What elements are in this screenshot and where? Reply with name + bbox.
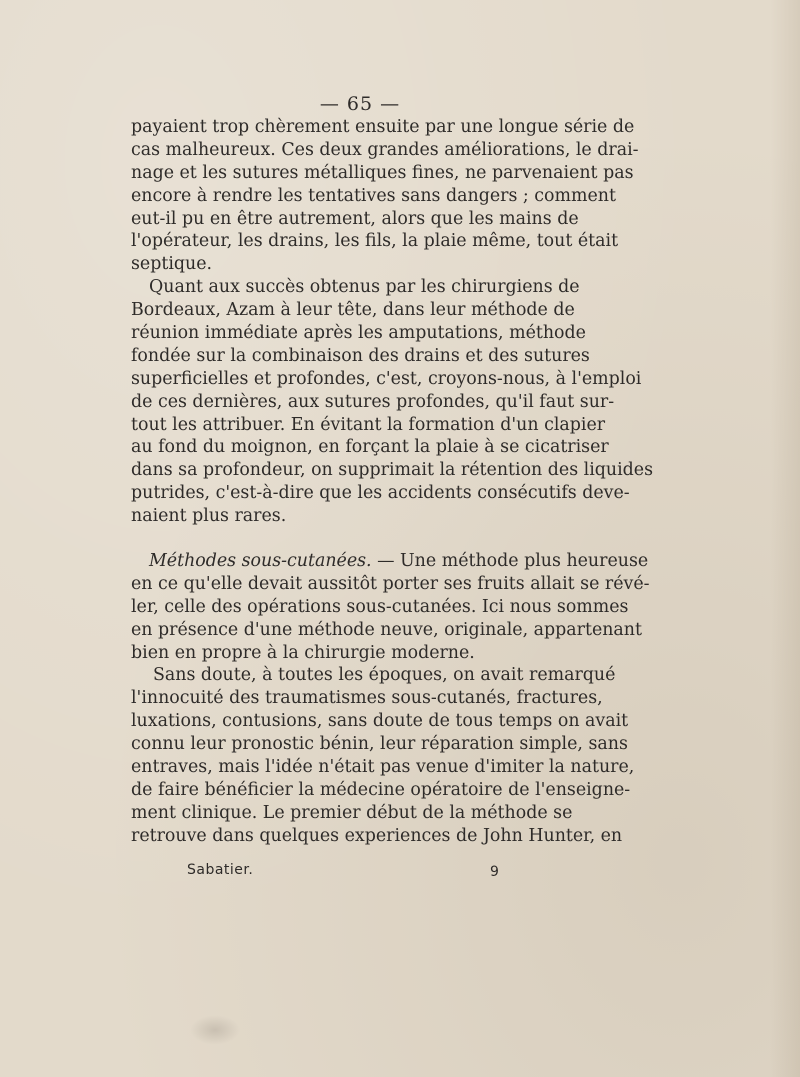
text-line: nage et les sutures métalliques fines, ne parvenaient pas (131, 162, 634, 183)
text-line: connu leur pronostic bénin, leur réparation simple, sans (131, 734, 628, 755)
paragraph-3 (131, 550, 650, 664)
heading-continuation: — Une méthode plus heureuse (371, 551, 649, 572)
text-line: cas malheureux. Ces deux grandes améliorations, le drai- (131, 139, 639, 160)
paragraph-2 (131, 276, 654, 528)
text-line: tout les attribuer. En évitant la formation d'un clapier (131, 414, 606, 435)
text-line: putrides, c'est-à-dire que les accidents consécutifs deve- (131, 483, 630, 504)
text-line: payaient trop chèrement ensuite par une longue série de (131, 117, 635, 137)
text-line: encore à rendre les tentatives sans dangers ; comment (131, 185, 616, 206)
text-line: entraves, mais l'idée n'était pas venue d'imiter la nature, (131, 757, 635, 778)
text-line: en ce qu'elle devait aussitôt porter ses fruits allait se révé- (131, 573, 650, 594)
body-text (131, 116, 654, 848)
paragraph-4 (131, 664, 635, 847)
text-line: Sans doute, à toutes les époques, on avait remarqué (153, 665, 616, 686)
text-line: naient plus rares. (131, 506, 287, 527)
page-number: — 65 — (319, 93, 401, 115)
text-line: l'innocuité des traumatismes sous-cutanés, fractures, (131, 688, 603, 709)
text-line: superficielles et profondes, c'est, croyons-nous, à l'emploi (131, 368, 642, 389)
paragraph-1 (131, 116, 639, 276)
text-line: luxations, contusions, sans doute de tous temps on avait (131, 711, 629, 732)
text-line: en présence d'une méthode neuve, originale, appartenant (131, 619, 642, 640)
text-line: ler, celle des opérations sous-cutanées. Ici nous sommes (131, 596, 629, 617)
text-line: réunion immédiate après les amputations, méthode (131, 323, 586, 344)
text-line: bien en propre à la chirurgie moderne. (131, 642, 475, 663)
text-line: l'opérateur, les drains, les fils, la plaie même, tout était (131, 231, 619, 252)
text-line: septique. (131, 254, 213, 275)
text-line: au fond du moignon, en forçant la plaie à se cicatriser (131, 437, 609, 458)
text-line: retrouve dans quelques experiences de John Hunter, en (131, 825, 623, 846)
text-line: dans sa profondeur, on supprimait la rétention des liquides (131, 460, 654, 481)
text-line: de ces dernières, aux sutures profondes, qu'il faut sur- (131, 391, 615, 412)
text-line (131, 550, 649, 573)
text-line: de faire bénéficier la médecine opératoire de l'enseigne- (131, 779, 631, 800)
footer-sheet-number: 9 (490, 864, 499, 880)
text-line: Bordeaux, Azam à leur tête, dans leur méthode de (131, 300, 575, 321)
paper-smudge (190, 1015, 240, 1045)
text-line: ment clinique. Le premier début de la méthode se (131, 802, 573, 823)
page-edge-shadow (770, 0, 800, 1077)
section-heading: Méthodes sous-cutanées. (149, 551, 372, 572)
section-gap (131, 528, 569, 550)
text-line: fondée sur la combinaison des drains et des sutures (131, 345, 590, 366)
text-line: Quant aux succès obtenus par les chirurgiens de (149, 277, 580, 298)
text-line: eut-il pu en être autrement, alors que les mains de (131, 208, 579, 229)
footer-signature: Sabatier. (187, 862, 254, 878)
